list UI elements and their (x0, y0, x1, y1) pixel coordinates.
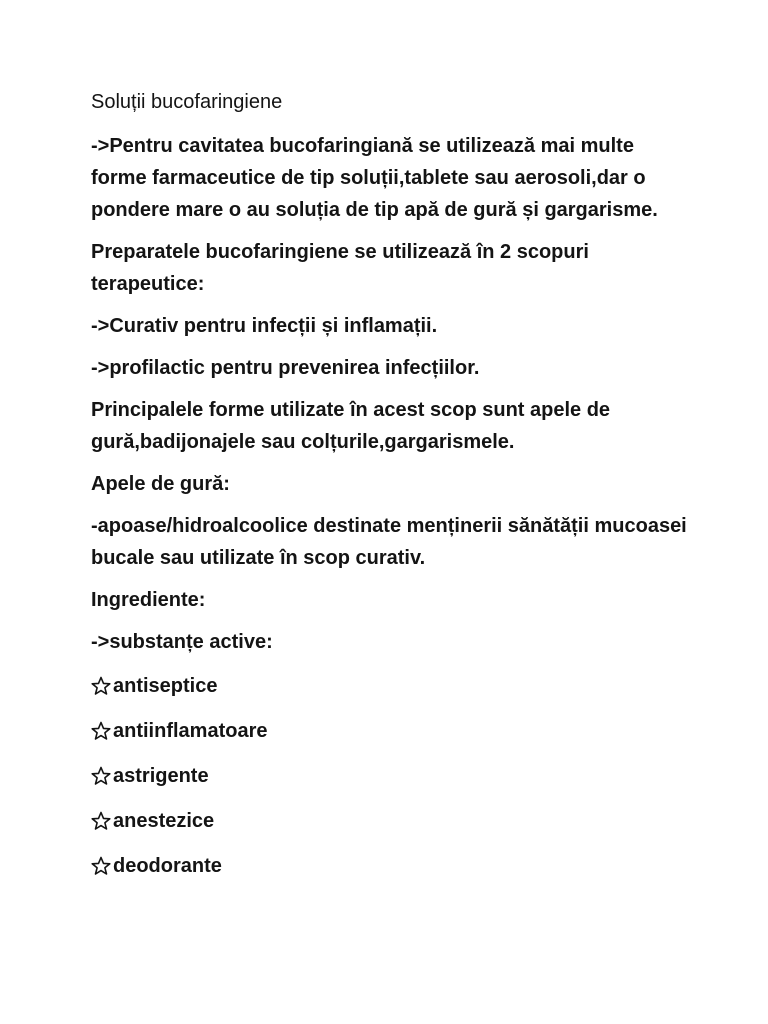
list-item (91, 805, 691, 837)
list-item-label: antiinflamatoare (113, 720, 268, 742)
list-item-label: antiseptice (113, 675, 218, 697)
star-outline-icon (91, 856, 111, 876)
paragraph-uses: Preparatele bucofaringiene se utilizează în 2 scopuri terapeutice: (91, 241, 589, 295)
section-heading-mouthwash: Apele de gură: (91, 473, 230, 495)
paragraph-mouthwash-definition: -apoase/hidroalcoolice destinate menținerii sănătății mucoasei bucale sau utilizate în scop curativ. (91, 515, 687, 569)
paragraph-intro: ->Pentru cavitatea bucofaringiană se utilizează mai multe forme farmaceutice de tip soluții,tablete sau aerosoli,dar o pondere mare o au soluția de tip apă de gură și gargarisme. (91, 135, 658, 221)
list-item (91, 715, 691, 747)
star-outline-icon (91, 721, 111, 741)
list-item-label: deodorante (113, 855, 222, 877)
star-outline-icon (91, 766, 111, 786)
list-item-label: anestezice (113, 810, 215, 832)
paragraph-main-forms: Principalele forme utilizate în acest scop sunt apele de gură,badijonajele sau colțurile,gargarismele. (91, 399, 611, 453)
document-body (91, 86, 691, 895)
list-item (91, 850, 691, 882)
paragraph-prophylactic: ->profilactic pentru prevenirea infecțiilor. (91, 357, 480, 379)
list-item (91, 670, 691, 702)
list-item-label: astrigente (113, 765, 209, 787)
list-item (91, 760, 691, 792)
paragraph-curative: ->Curativ pentru infecții și inflamații. (91, 315, 438, 337)
paragraph-active-substances: ->substanțe active: (91, 631, 273, 653)
section-heading-ingredients: Ingrediente: (91, 589, 206, 611)
star-outline-icon (91, 676, 111, 696)
document-title: Soluții bucofaringiene (91, 91, 283, 113)
star-outline-icon (91, 811, 111, 831)
